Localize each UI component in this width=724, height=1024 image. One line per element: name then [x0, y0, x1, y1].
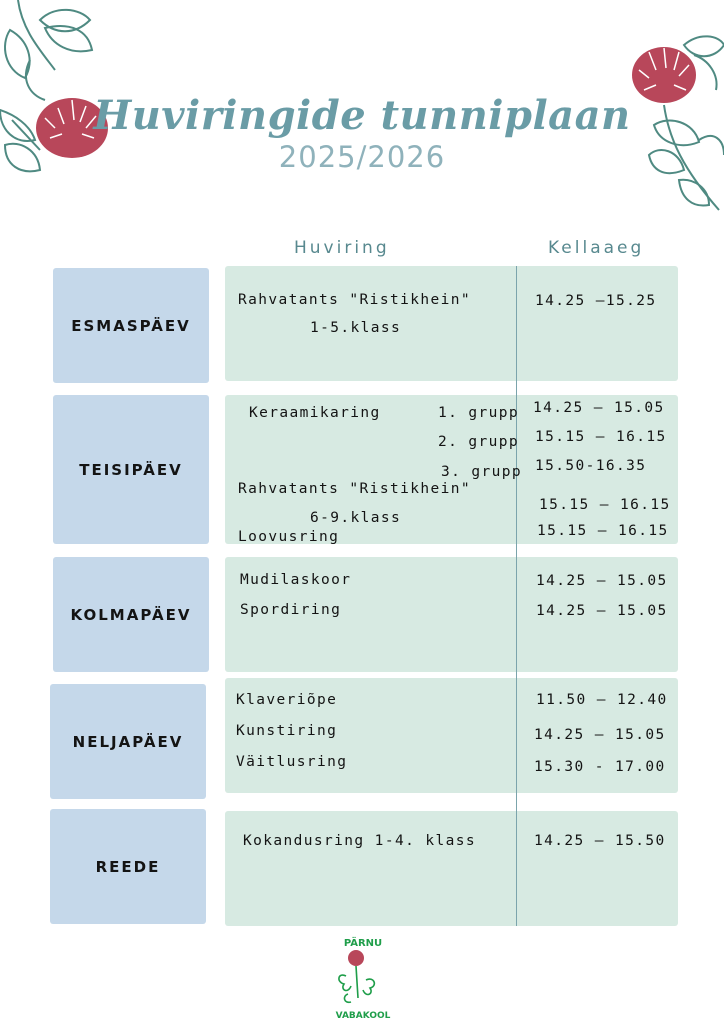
- group-label: 1. grupp: [438, 405, 520, 421]
- time-value: 11.50 – 12.40: [536, 692, 668, 708]
- time-value: 15.50-16.35: [535, 458, 647, 474]
- day-label-wednesday: KOLMAPÄEV: [53, 557, 209, 672]
- panel-friday: [225, 811, 678, 926]
- time-value: 14.25 – 15.50: [534, 833, 666, 849]
- activity-line: Kokandusring 1-4. klass: [243, 833, 476, 849]
- time-value: 14.25 –15.25: [535, 293, 657, 309]
- activity-line: Väitlusring: [236, 754, 348, 770]
- activity-line: Loovusring: [238, 529, 340, 545]
- group-label: 2. grupp: [438, 434, 520, 450]
- day-label-monday: ESMASPÄEV: [53, 268, 209, 383]
- school-year: 2025/2026: [278, 140, 446, 174]
- school-logo: [318, 936, 408, 1022]
- activity-line: Mudilaskoor: [240, 572, 352, 588]
- page-title: Huviringide tunniplaan: [93, 92, 631, 139]
- panel-monday: [225, 266, 678, 381]
- activity-line: Klaveriõpe: [236, 692, 338, 708]
- svg-text:PÄRNU: PÄRNU: [343, 938, 383, 949]
- time-value: 15.15 – 16.15: [539, 497, 671, 513]
- activity-line: Kunstiring: [236, 723, 338, 739]
- time-value: 14.25 – 15.05: [536, 603, 668, 619]
- activity-line: Rahvatants "Ristikhein": [238, 481, 471, 497]
- day-label-thursday: NELJAPÄEV: [50, 684, 206, 799]
- svg-text:VABAKOOL: VABAKOOL: [335, 1011, 391, 1021]
- time-value: 15.15 – 16.15: [537, 523, 669, 539]
- column-header-activity: Huviring: [294, 238, 390, 258]
- activity-line: Keraamikaring: [249, 405, 381, 421]
- day-label-tuesday: TEISIPÄEV: [53, 395, 209, 544]
- column-header-time: Kellaaeg: [548, 238, 645, 258]
- time-value: 14.25 – 15.05: [536, 573, 668, 589]
- activity-line: Spordiring: [240, 602, 342, 618]
- time-value: 15.15 – 16.15: [535, 429, 667, 445]
- time-value: 15.30 - 17.00: [534, 759, 666, 775]
- group-label: 3. grupp: [441, 464, 523, 480]
- activity-line: Rahvatants "Ristikhein": [238, 292, 471, 308]
- activity-line: 1-5.klass: [310, 320, 402, 336]
- activity-line: 6-9.klass: [310, 510, 402, 526]
- time-value: 14.25 – 15.05: [534, 727, 666, 743]
- day-label-friday: REEDE: [50, 809, 206, 924]
- time-value: 14.25 – 15.05: [533, 400, 665, 416]
- column-divider: [516, 266, 517, 926]
